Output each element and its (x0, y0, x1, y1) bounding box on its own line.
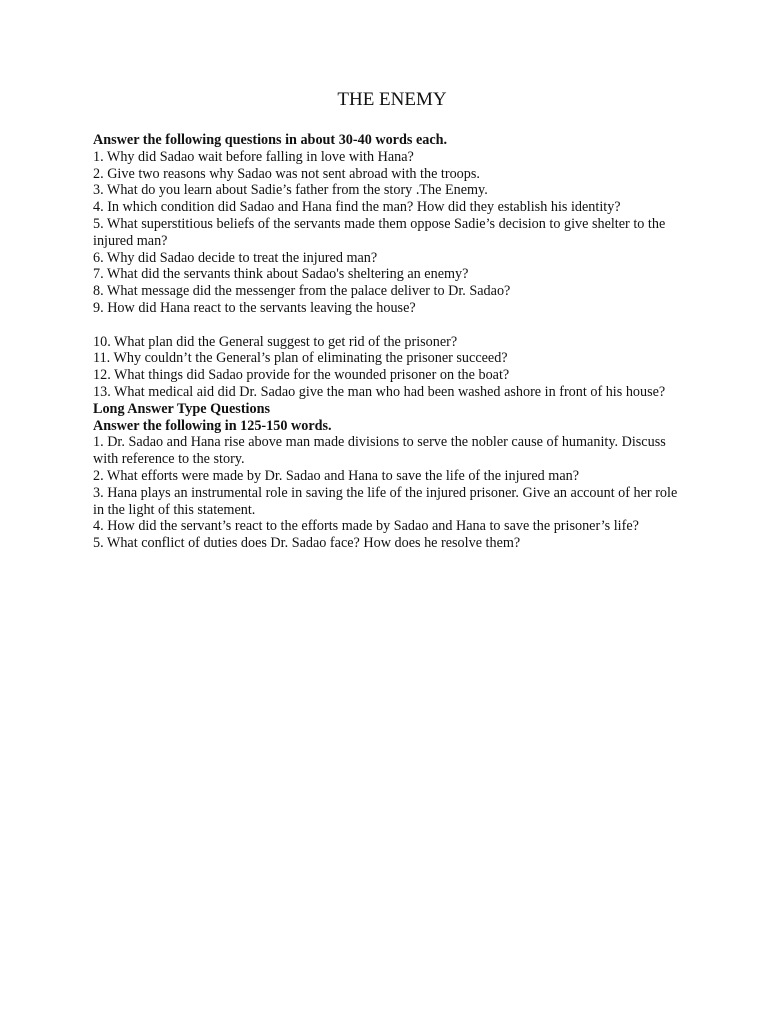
question-item: 13. What medical aid did Dr. Sadao give the man who had been washed ashore in front of his house? (93, 383, 666, 400)
long-questions-list (93, 434, 683, 552)
document-title: THE ENEMY (337, 89, 447, 110)
short-questions-list-part1 (93, 149, 683, 317)
question-item: 5. What conflict of duties does Dr. Sadao face? How does he resolve them? (93, 535, 521, 552)
question-item: 7. What did the servants think about Sadao's sheltering an enemy? (93, 266, 469, 283)
question-item: 5. What superstitious beliefs of the servants made them oppose Sadie’s decision to give shelter to the injured man? (93, 215, 666, 249)
document-page (93, 88, 683, 552)
short-questions-list-part2 (93, 334, 683, 401)
question-item: 4. How did the servant’s react to the efforts made by Sadao and Hana to save the prisoner’s life? (93, 518, 639, 535)
question-item: 4. In which condition did Sadao and Hana find the man? How did they establish his identity? (93, 199, 621, 216)
long-answer-instruction: Answer the following in 125-150 words. (93, 417, 332, 434)
question-item: 2. What efforts were made by Dr. Sadao and Hana to save the life of the injured man? (93, 467, 580, 484)
long-answer-heading: Long Answer Type Questions (93, 400, 270, 417)
question-item: 12. What things did Sadao provide for the wounded prisoner on the boat? (93, 367, 510, 384)
blank-line (93, 317, 683, 334)
question-item: 6. Why did Sadao decide to treat the injured man? (93, 249, 378, 266)
question-item: 1. Dr. Sadao and Hana rise above man made divisions to serve the nobler cause of humanity. Discuss with reference to the story. (93, 434, 666, 468)
question-item: 3. What do you learn about Sadie’s father from the story .The Enemy. (93, 182, 488, 199)
question-item: 9. How did Hana react to the servants leaving the house? (93, 299, 416, 316)
question-item: 3. Hana plays an instrumental role in saving the life of the injured prisoner. Give an account of her role in the light of this statement. (93, 484, 678, 518)
question-item: 1. Why did Sadao wait before falling in love with Hana? (93, 148, 414, 165)
question-item: 11. Why couldn’t the General’s plan of eliminating the prisoner succeed? (93, 350, 508, 367)
question-item: 8. What message did the messenger from the palace deliver to Dr. Sadao? (93, 283, 511, 300)
question-item: 10. What plan did the General suggest to get rid of the prisoner? (93, 333, 458, 350)
question-item: 2. Give two reasons why Sadao was not sent abroad with the troops. (93, 165, 480, 182)
short-answer-instruction: Answer the following questions in about 30-40 words each. (93, 132, 448, 148)
